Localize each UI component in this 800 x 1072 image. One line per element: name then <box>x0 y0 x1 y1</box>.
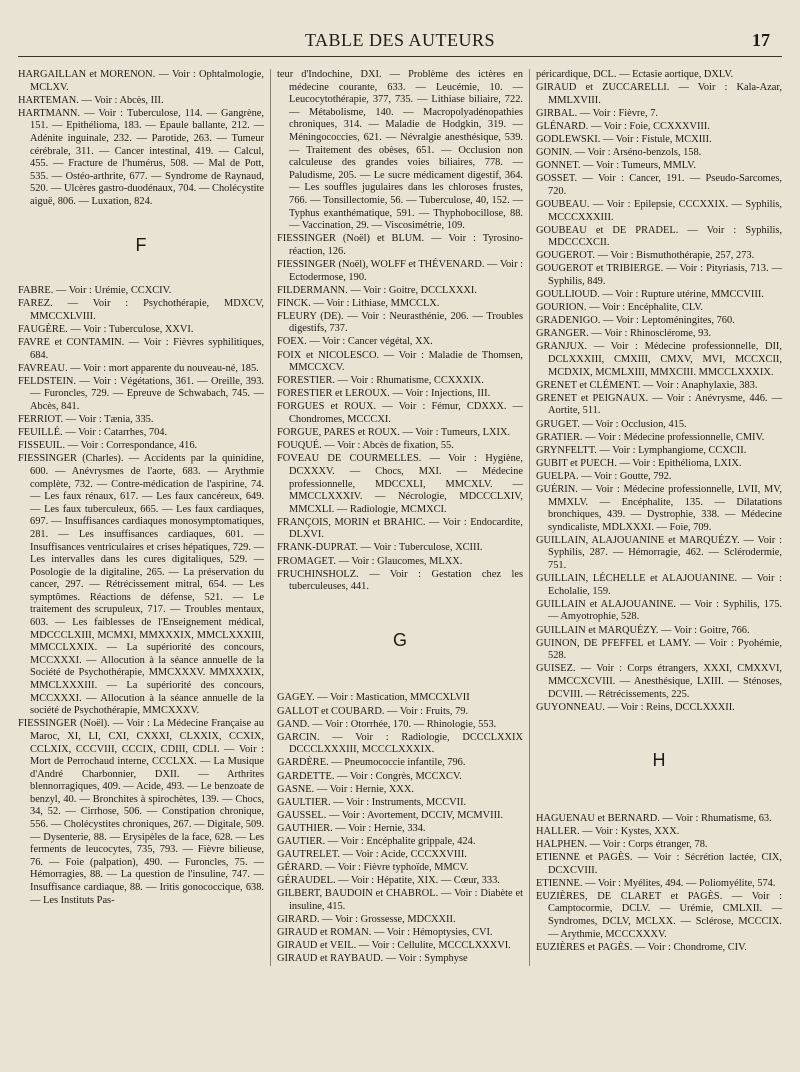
index-entry: FABRE. — Voir : Urémie, CCXCIV. <box>18 285 172 297</box>
index-entry: ETIENNE. — Voir : Myélites, 494. — Poliomyélite, 574. <box>536 877 776 889</box>
index-entry: FORGUE, PARES et ROUX. — Voir : Tumeurs, LXIX. <box>277 427 511 439</box>
index-entry: GASNE. — Voir : Hernie, XXX. <box>277 783 414 795</box>
index-entry: GRADENIGO. — Voir : Leptoméningites, 760. <box>536 315 735 327</box>
index-entry: GRENET et PEIGNAUX. — Voir : Anévrysme, 446. — Aortite, 511. <box>536 392 782 417</box>
index-entry: FAREZ. — Voir : Psychothérapie, MDXCV, MMCCXLVIII. <box>18 298 264 322</box>
index-entry: GRANGER. — Voir : Rhinosclérome, 93. <box>536 328 712 340</box>
index-entry: GRYNFELTT. — Voir : Lymphangiome, CCXCII. <box>536 444 747 456</box>
entry-list-g-cont <box>536 69 782 714</box>
index-entry: GIRAUD et VEIL. — Voir : Cellulite, MCCCLXXXVI. <box>277 940 511 952</box>
index-entry: GILBERT, BAUDOIN et CHABROL. — Voir : Diabète et insuline, 415. <box>277 888 523 912</box>
index-entry: EUZIÈRES, DE CLARET et PAGÈS. — Voir : Camptocormie, DCLV. — Urémie, CMLXII. — Syndromes, DCLV, MCLXX. — Sclérose, MCCCIX. — Arythmie, MCCCXXXV. <box>536 890 782 940</box>
index-entry: GUYONNEAU. — Voir : Reins, DCCLXXXII. <box>536 701 735 713</box>
index-entry: GUBIT et PUECH. — Voir : Epithélioma, LXIX. <box>536 457 742 469</box>
index-entry: GUINON, DE PFEFFEL et LAMY. — Voir : Pyohémie, 528. <box>536 637 782 662</box>
index-entry: GIRBAL. — Voir : Fièvre, 7. <box>536 107 658 119</box>
entry-list-f <box>18 285 264 907</box>
index-entry: GUÉRIN. — Voir : Médecine professionnelle, LVII, MV, MMXLV. — Encéphalite, 135. — Dilatations bronchiques, 439. — Dystrophie, 338. — Médecine syndicaliste, MDLXXXI. — Foie, 709. <box>536 484 782 533</box>
index-entry: péricardique, DCL. — Ectasie aortique, DXLV. <box>536 69 734 80</box>
index-entry: FISSEUIL. — Voir : Correspondance, 416. <box>18 440 198 452</box>
index-entry: FELDSTEIN. — Voir : Végétations, 361. — Oreille, 393. — Furoncles, 729. — Epreuve de Schwabach, 745. — Abcès, 841. <box>18 375 264 412</box>
index-entry: GIRAUD et ZUCCARELLI. — Voir : Kala-Azar, MMLXVIII. <box>536 82 782 106</box>
index-entry: ETIENNE et PAGÈS. — Voir : Sécrétion lactée, CIX, DCXCVIII. <box>536 852 782 876</box>
index-entry: GAUSSEL. — Voir : Avortement, DCCIV, MCMVIII. <box>277 809 504 821</box>
index-entry: GÉRARD. — Voir : Fièvre typhoïde, MMCV. <box>277 862 469 874</box>
index-entry: FORGUES et ROUX. — Voir : Fémur, CDXXX. — Chondromes, MCCCXI. <box>277 401 523 426</box>
index-entry: GARCIN. — Voir : Radiologie, DCCCLXXIX DCCCLXXXIII, MCCCLXXXIX. <box>277 731 523 756</box>
index-entry: GRUGET. — Voir : Occlusion, 415. <box>536 418 687 430</box>
index-entry: GALLOT et COUBARD. — Voir : Fruits, 79. <box>277 705 469 717</box>
index-entry: GRATIER. — Voir : Médecine professionnelle, CMIV. <box>536 431 765 443</box>
column-2 <box>270 69 523 966</box>
index-entry: GODLEWSKI. — Voir : Fistule, MCXIII. <box>536 133 712 145</box>
index-entry: FORESTIER. — Voir : Rhumatisme, CCXXXIX. <box>277 375 484 387</box>
index-entry: HARTMANN. — Voir : Tuberculose, 114. — Gangrène, 151. — Epithélioma, 183. — Epaule ballante, 212. — Adénite inguinale, 232. — Parotide, 263. — Tumeur cérébrale, 311. — Cancer intestinal, 419. — Calcul, 455. — Fracture de l'humérus, 508. — Mal de Pott, 535. — Ostéo-arthrite, 677. — Syndrome de Raynaud, 520. — Ulcères gastro-duodénaux, 704. — Cholécystite aiguë, 806. — Luxation, 824. <box>18 107 264 207</box>
index-entry: GOUGEROT et TRIBIERGE. — Voir : Pityriasis, 713. — Syphilis, 849. <box>536 263 782 287</box>
index-entry: FOUQUÉ. — Voir : Abcès de fixation, 55. <box>277 440 454 452</box>
index-entry: GÉRAUDEL. — Voir : Hépatite, XIX. — Cœur, 333. <box>277 875 500 887</box>
column-3 <box>529 69 782 966</box>
index-entry: GUILLAIN et MARQUÉZY. — Voir : Goitre, 766. <box>536 624 750 636</box>
entry-list-h <box>536 813 782 955</box>
index-entry: GIRAUD et RAYBAUD. — Voir : Symphyse <box>277 953 468 965</box>
index-entry: GAUTRELET. — Voir : Acide, CCCXXVIII. <box>277 849 467 861</box>
index-entry: FAVRE et CONTAMIN. — Voir : Fièvres syphilitiques, 684. <box>18 337 264 361</box>
index-entry: FRANK-DUPRAT. — Voir : Tuberculose, XCIII. <box>277 542 483 554</box>
index-entry: FERRIOT. — Voir : Tænia, 335. <box>18 414 154 426</box>
entry-list-f-cont <box>277 69 523 594</box>
entry-list-h-cont <box>18 69 264 209</box>
index-entry: FIESSINGER (Noël) et BLUM. — Voir : Tyrosino-réaction, 126. <box>277 233 523 257</box>
index-entry: GAUTIER. — Voir : Encéphalite grippale, 424. <box>277 835 476 847</box>
index-entry: GAULTIER. — Voir : Instruments, MCCVII. <box>277 796 467 808</box>
index-entry: GRENET et CLÉMENT. — Voir : Anaphylaxie, 383. <box>536 379 758 391</box>
index-entry: GOURION. — Voir : Encéphalite, CLV. <box>536 302 704 314</box>
entry-list-g <box>277 692 523 965</box>
index-entry: FILDERMANN. — Voir : Goitre, DCCLXXXI. <box>277 284 477 296</box>
column-1 <box>18 69 264 966</box>
index-entry: HARTEMAN. — Voir : Abcès, III. <box>18 94 164 106</box>
section-letter-g: G <box>392 629 407 650</box>
index-entry: GAND. — Voir : Otorrhée, 170. — Rhinologie, 553. <box>277 718 497 730</box>
index-entry: GIRARD. — Voir : Grossesse, MDCXXII. <box>277 914 456 926</box>
index-entry: GAUTHIER. — Voir : Hernie, 334. <box>277 822 426 834</box>
index-entry: FROMAGET. — Voir : Glaucomes, MLXX. <box>277 555 463 567</box>
index-entry: FLEURY (DE). — Voir : Neurasthénie, 206. — Troubles digestifs, 737. <box>277 310 523 335</box>
index-entry: HALPHEN. — Voir : Corps étranger, 78. <box>536 838 708 850</box>
index-entry: GARDETTE. — Voir : Congrès, MCCXCV. <box>277 770 462 782</box>
index-entry: FRUCHINSHOLZ. — Voir : Gestation chez les tuberculeuses, 441. <box>277 568 523 593</box>
index-entry: FIESSINGER (Charles). — Accidents par la quinidine, 600. — Anévrysmes de l'aorte, 683. — Arythmie complète, 732. — Contre-médication de l'aspirine, 74. — Les faux rénaux, 617. — Les faux cancéreux, 649. — Les faux tuberculeux, 665. — Les faux cardiaques, 697. — Insuffisances cardiaques monosymptomatiques, 281. — Les insuffisances cardiaques, 601. — Insuffisances ventriculaires et crises hépatiques, 729. — Les intervalles dans les cures digitaliques, 529. — Posologie de la digitaline, 265. — La préservation du cancer, 297. — Rétrécissement mitral, 654. — Les symptômes. Réactions de défense, 521. — Le traitement des scrupuleux, 717. — Troubles mentaux, 603. — Les faiblesses de l'Enseignement médical, MDCCCLXIII, MCMXI, MMXXXIX, MMCLXXXIII, MMCCLXXIX. — La supériorité des concours, MCCXXXI. — Allocution à la séance annuelle de la Société de Psychothérapie, MMCXXXV. MMXXXIX, MMCLXXXIII. — La supériorité des concours, MCCXXXI. — Allocution à la séance annuelle de la société de Psychothérapie, MMCXXXV. <box>18 453 264 717</box>
index-entry: FRANÇOIS, MORIN et BRAHIC. — Voir : Endocardite, DLXVI. <box>277 516 523 541</box>
index-entry: GOUBEAU. — Voir : Epilepsie, CCCXXIX. — Syphilis, MCCCXXXIII. <box>536 198 782 223</box>
index-entry: FAVREAU. — Voir : mort apparente du nouveau-né, 185. <box>18 362 259 374</box>
page-title: TABLE DES AUTEURS <box>304 30 496 50</box>
index-entry: GRANJUX. — Voir : Médecine professionnelle, DII, DCLXXXIII, CMXIII, CMXV, MVI, MCCXCII, MCDXIX, MCMLXIII, MMXCIII. MMCCLXXXIX. <box>536 341 782 378</box>
section-letter-h: H <box>652 750 666 771</box>
index-entry: GUILLAIN, LÉCHELLE et ALAJOUANINE. — Voir : Echolalie, 159. <box>536 573 782 597</box>
page-header <box>18 0 782 57</box>
index-entry: GARDÈRE. — Pneumococcie infantile, 796. <box>277 757 466 769</box>
index-entry: HAGUENAU et BERNARD. — Voir : Rhumatisme, 63. <box>536 812 772 824</box>
index-entry: FIESSINGER (Noël), WOLFF et THÉVENARD. — Voir : Ectodermose, 190. <box>277 258 524 283</box>
index-entry: GOUGEROT. — Voir : Bismuthothérapie, 257, 273. <box>536 250 755 262</box>
index-entry: FEUILLÉ. — Voir : Catarrhes, 704. <box>18 427 168 439</box>
index-entry: GOULLIOUD. — Voir : Rupture utérine, MMCCVIII. <box>536 289 764 301</box>
index-entry: GUILLAIN et ALAJOUANINE. — Voir : Syphilis, 175. — Amyotrophie, 528. <box>536 598 782 623</box>
index-entry: FORESTIER et LEROUX. — Voir : Injections, III. <box>277 388 491 400</box>
index-entry: GUELPA. — Voir : Goutte, 792. <box>536 470 672 482</box>
section-letter-f: F <box>135 234 147 255</box>
index-entry: GIRAUD et ROMAN. — Voir : Hémoptysies, CVI. <box>277 927 493 939</box>
page-number: 17 <box>752 30 770 50</box>
index-columns <box>18 57 782 966</box>
index-entry: FOEX. — Voir : Cancer végétal, XX. <box>277 336 433 348</box>
index-entry: FIESSINGER (Noël). — Voir : La Médecine Française au Maroc, XI, LI, CXI, CXXXI, CLXXIX, CCXIX, CCLXIX, CCCVIII, CCCIX, CDIII, CDLI. — Voir : Mort de Perrochaud interne, CCCLXX. — La Musique d'André Charbonnier, DXII. — Arthrites blennorragiques, 409. — Acide, 493. — Le benzoate de benzyl, 40. — Bronchites à spirochètes, 139. — Chocs, 34, 52. — Cirrhose, 506. — Constipation chronique, 556. — Cholécystites chroniques, 267. — Digitale, 509. — Dysenterie, 88. — Erysipèles de la face, 628. — Les ferments de leucocytes, 735, 793. — Fièvre bilieuse, 76. — Foie (palpation), 490. — Furoncles, 75. — Hémorragies, 88. — La question de l'insuline, 747. — Insuffisance cardiaque, 88. — Iritis gonococcique, 638. — Les Instituts Pas- <box>18 718 264 906</box>
index-entry: GAGEY. — Voir : Mastication, MMCCXLVII <box>277 692 470 704</box>
index-entry: GUISEZ. — Voir : Corps étrangers, XXXI, CMXXVI, MMCCXCVIII. — Anesthésique, LXIII. — Sténoses, DCVIII. — Rétrécissements, 225. <box>536 663 782 700</box>
index-entry: HARGAILLAN et MORENON. — Voir : Ophtalmologie, MCLXV. <box>18 69 264 93</box>
index-entry: FINCK. — Voir : Lithiase, MMCCLX. <box>277 297 440 309</box>
index-entry: GLÉNARD. — Voir : Foie, CCXXXVIII. <box>536 120 710 132</box>
index-entry: GONNET. — Voir : Tumeurs, MMLV. <box>536 160 696 172</box>
index-entry: FOIX et NICOLESCO. — Voir : Maladie de Thomsen, MMCCXCV. <box>277 349 523 374</box>
index-entry: HALLER. — Voir : Kystes, XXX. <box>536 825 680 837</box>
index-entry: GONIN. — Voir : Arséno-benzols, 158. <box>536 147 702 159</box>
index-entry: GUILLAIN, ALAJOUANINE et MARQUÉZY. — Voir : Syphilis, 287. — Hémorragie, 462. — Sclérodermie, 751. <box>536 534 782 572</box>
index-entry: EUZIÈRES et PAGÈS. — Voir : Chondrome, CIV. <box>536 941 747 953</box>
index-entry: FAUGÈRE. — Voir : Tuberculose, XXVI. <box>18 323 194 335</box>
index-entry: GOSSET. — Voir : Cancer, 191. — Pseudo-Sarcomes, 720. <box>536 173 782 197</box>
index-entry: FOVEAU DE COURMELLES. — Voir : Hygiène, DCXXXV. — Chocs, MXI. — Médecine professionnelle, MDCCXLI, MMCXLV. — MMCCLXXXIV. — Nécrologie, MDCCCLXIV, MMCXLI. — Radiologie, MCMXCI. <box>277 453 523 515</box>
index-entry: teur d'Indochine, DXI. — Problème des ictères en médecine courante, 633. — Leucémie, 10. — Leucocytothérapie, 377, 735. — Lithiase biliaire, 722. — Métabolisme, 140. — Macropolyadénopathies chroniques, 314. — Maladie de Hodgkin, 319. — Méningococcies, 621. — Névralgie anesthésique, 539. — Traitement des obèses, 651. — Occlusion non calculeuse des grandes voies biliaires, 778. — Paludisme, 205. — Le sucre médicament digestif, 364. — Les souffles jugulaires dans les chloroses frustes, 766. — Tonsillectomie, 56. — Tuberculose, 40, 152. — Typhus exanthématique, 591. — Thyphobocillose, 88. — Vaccination, 29. — Viscosimétrie, 109. <box>277 69 523 232</box>
index-entry: GOUBEAU et DE PRADEL. — Voir : Syphilis, MDCCCXCII. <box>536 224 782 249</box>
